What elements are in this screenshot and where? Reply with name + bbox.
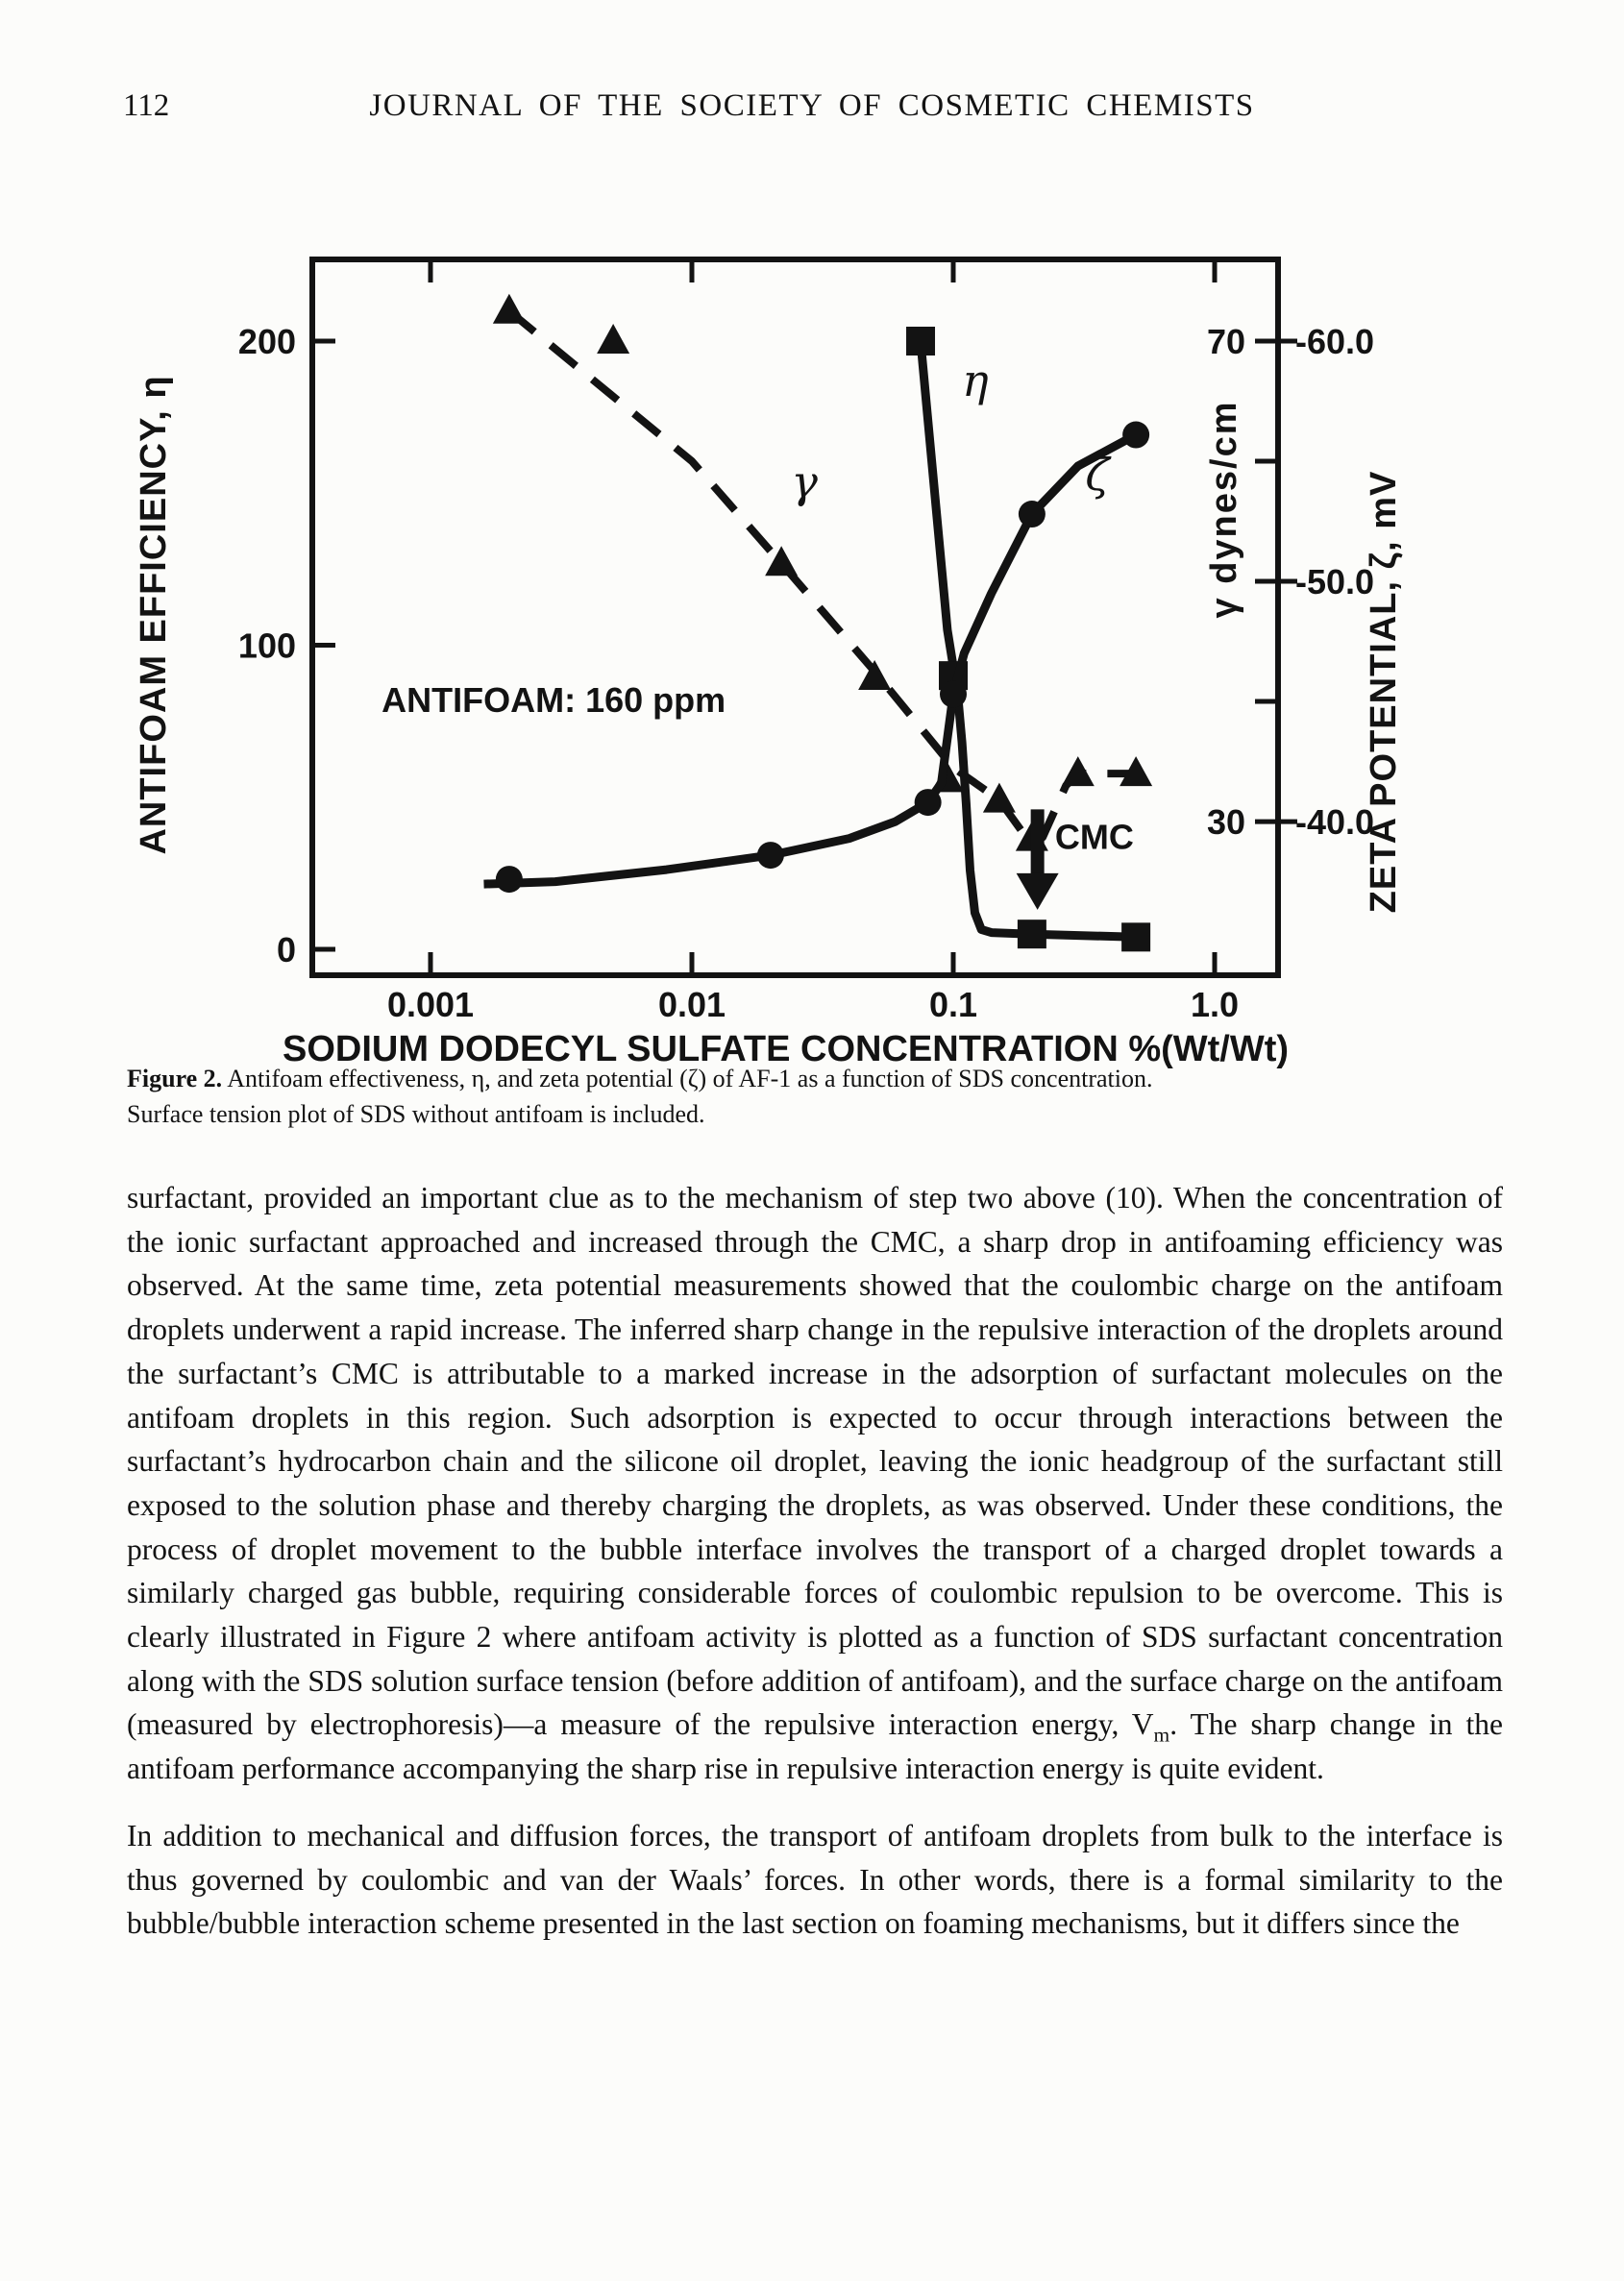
marker-circle-zeta-potential [915, 789, 942, 816]
x-tick-label: 1.0 [1190, 985, 1240, 1024]
paragraph-text: . The sharp change in the antifoam performance accompanying the sharp rise in repulsive interaction energy is quite evident. [127, 1707, 1504, 1786]
plot-frame [312, 259, 1278, 975]
figure-caption-line2: Surface tension plot of SDS without antifoam is included. [127, 1100, 705, 1128]
series-line-surface-tension-gamma [509, 311, 1136, 838]
marker-triangle-surface-tension-gamma [493, 294, 526, 324]
marker-triangle-surface-tension-gamma [983, 783, 1016, 813]
paragraph-text: In addition to mechanical and diffusion forces, the transport of antifoam droplets from bulk to the interface is thus governed by coulombic and van der Waals’ forces. In other words, there is a formal similarity to the bubble/bubble interaction scheme presented in the last section on foaming mechanisms, but it differs since the [127, 1818, 1503, 1941]
gamma-tick-label: 70 [1206, 322, 1245, 361]
x-tick-label: 0.01 [657, 985, 726, 1024]
marker-triangle-surface-tension-gamma [597, 324, 629, 354]
gamma-tick-label: 30 [1206, 802, 1245, 843]
antifoam-annotation: ANTIFOAM: 160 ppm [381, 680, 726, 721]
curve-label-antifoam-efficiency-eta: η [962, 354, 989, 406]
zeta-axis-title: ZETA POTENTIAL, ζ, mV [1364, 470, 1404, 914]
x-axis-title: SODIUM DODECYL SULFATE CONCENTRATION %(Wt/Wt) [282, 1029, 1290, 1069]
marker-circle-zeta-potential [1019, 501, 1046, 527]
figure-caption [127, 1061, 1453, 1132]
y-left-tick-label: 100 [237, 625, 296, 666]
marker-circle-zeta-potential [757, 842, 784, 869]
curve-label-zeta-potential: ζ [1085, 449, 1110, 502]
x-tick-label: 0.1 [928, 985, 978, 1024]
marker-square-antifoam-efficiency-eta [1121, 922, 1150, 951]
y-left-tick-label: 0 [276, 930, 296, 969]
figure-caption-label: Figure 2. [127, 1065, 223, 1092]
body-text [127, 1176, 1503, 1946]
body-paragraph [127, 1176, 1503, 1791]
y-left-tick-label: 200 [237, 322, 296, 361]
marker-circle-zeta-potential [496, 866, 523, 893]
marker-circle-zeta-potential [940, 681, 967, 708]
marker-square-antifoam-efficiency-eta [906, 327, 935, 356]
cmc-arrow-head [1017, 873, 1059, 910]
paragraph-text: surfactant, provided an important clue as to the mechanism of step two above (10). When the concentration of the ionic surfactant approached and increased through the CMC, a sharp drop in antifoaming efficiency was observed. At the same time, zeta potential measurements showed that the coulombic charge on the antifoam droplets underwent a rapid increase. The inferred sharp change in the repulsive interaction of the droplets around the surfactant’s CMC is attributable to a marked increase in the adsorption of surfactant molecules on the antifoam droplets in this region. Such adsorption is expected to occur through interactions between the surfactant’s hydrocarbon chain and the silicone oil droplet, leaving the ionic headgroup of the surfactant still exposed to the solution phase and thereby charging the droplets, as was observed. Under these conditions, the process of droplet movement to the bubble interface involves the transport of a charged droplet towards a similarly charged gas bubble, requiring considerable forces of coulombic repulsion to be overcome. This is clearly illustrated in Figure 2 where antifoam activity is plotted as a function of SDS surfactant concentration along with the SDS solution surface tension (before addition of antifoam), and the surface charge on the antifoam (measured by electrophoresis)—a measure of the repulsive interaction energy, V [127, 1181, 1503, 1742]
subscript-text: m [1153, 1723, 1170, 1747]
figure-caption-line1: Antifoam effectiveness, η, and zeta potential (ζ) of AF-1 as a function of SDS concentration. [227, 1065, 1153, 1092]
marker-square-antifoam-efficiency-eta [1018, 920, 1046, 948]
curve-label-surface-tension-gamma: γ [791, 455, 818, 508]
x-tick-label: 0.001 [386, 985, 475, 1024]
zeta-tick-label: -50.0 [1295, 562, 1375, 602]
page-number: 112 [123, 88, 170, 123]
cmc-label: CMC [1054, 817, 1134, 857]
marker-triangle-surface-tension-gamma [1062, 756, 1095, 786]
body-paragraph [127, 1814, 1503, 1946]
zeta-tick-label: -40.0 [1295, 802, 1375, 843]
gamma-axis-title: γ dynes/cm [1204, 400, 1244, 619]
marker-triangle-surface-tension-gamma [858, 660, 891, 690]
journal-title: JOURNAL OF THE SOCIETY OF COSMETIC CHEMISTS [369, 88, 1255, 123]
y-left-axis-title: ANTIFOAM EFFICIENCY, η [134, 375, 174, 855]
zeta-tick-label: -60.0 [1295, 322, 1375, 361]
marker-circle-zeta-potential [1122, 422, 1149, 449]
figure-chart [0, 0, 1624, 1124]
